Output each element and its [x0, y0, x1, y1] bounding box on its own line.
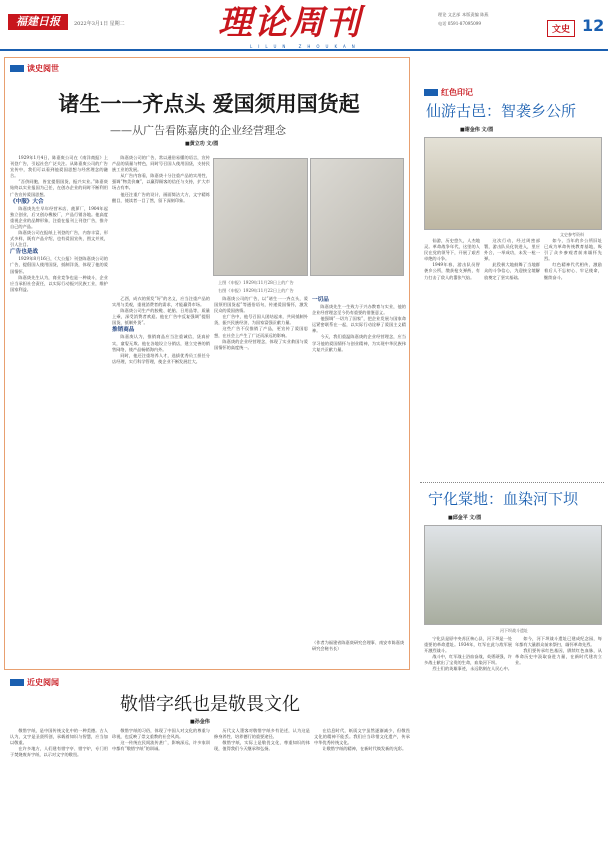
main-byline: ■黄立功 文/图	[185, 141, 219, 147]
right-top-photo	[424, 137, 602, 230]
bottom-body-1: 敬惜字纸，是中国传统文化中的一种美德。古人认为，文字是圣贤所创，承载着知识与智慧，应当加以敬重。 在许多地方，人们建有惜字亭、惜字炉，专门用于焚烧废弃字纸，以示对文字的敬畏。	[10, 728, 108, 758]
right-top-body-1: 仙游，历史悠久，人杰地灵。革命战争年代，这里的人民在党的领导下，开展了艰苦卓绝的斗争。 1949年春，游击队员智袭乡公所，缴获枪支弹药，有力打击了敌人的嚣张气焰。	[424, 238, 480, 280]
advertisement-image-1	[213, 158, 308, 276]
main-body-col-4: 陈嘉庚公司的广告，以“诸生一一齐点头，爱国须用国货起”等通俗语句，传递爱国情怀，激发民众的爱国热情。 在广告中，他号召国人团结起来，共同抵制外货，振兴民族经济，为国家富强贡献力量。 这些广告不仅推销了产品，更宣传了爱国思想，在社会上产生了广泛而深远的影响。 陈嘉庚的企业经营理念，体现了实业救国与爱国情怀的高度统一。	[214, 296, 308, 350]
right-top-photo-caption: 文史参考资料	[560, 232, 584, 237]
section-heading-2: 广告也是战	[10, 249, 38, 256]
masthead-rule	[0, 49, 608, 51]
bottom-column-tag: 近史阅闻	[10, 678, 59, 688]
section-heading-3: 推销商品	[112, 327, 135, 334]
masthead	[0, 0, 608, 50]
right-divider	[420, 482, 604, 483]
tagline-3: 电话 0591-87095099	[438, 21, 482, 26]
right-top-headline: 仙游古邑：智袭乡公所	[426, 102, 577, 120]
right-mid-body-2: 如今，河下坝战斗遗址已建成纪念园，每年都有大量群众前来祭扫，缅怀革命先烈。 我们要传承红色基因，赓续红色血脉，从革命历史中汲取奋进力量，在新时代建功立业。	[515, 636, 602, 666]
right-mid-byline: ■邱金平 文/图	[448, 515, 482, 521]
author-note: （作者为福建省陈嘉庚研究会理事、南安市陈嘉庚研究会秘书长）	[312, 640, 405, 651]
right-top-body-2: 这次行动，经过周密部署，游击队员化装进入，里应外合，一举成功，未发一枪一弹。 此役极大地鼓舞了当地群众的斗争信心，为迎接全境解放奠定了坚实基础。	[484, 238, 540, 280]
main-body-col-3: 乙酉，成衣的须发“好”的名义，应当注重产品的实用与美观，重视消费者的需求，才能赢得市场。 陈嘉庚公司生产的胶鞋、轮胎、日用品等，质量上乘，深受消费者欢迎。他在广告中反复强调“提倡国货，抵制外货”。 推销商品 陈嘉庚认为，推销商品应当注重诚信，货真价实，童叟无欺。他在各地设立分销店，建立完善的销售网络，使产品畅销海内外。 同时，他还注重培养人才，选拔优秀员工担任分店经理，实行科学管理，使企业不断发展壮大。	[112, 296, 210, 364]
advertisement-caption-1: 上图《申报》1929年11月28日上的广告	[218, 280, 294, 285]
right-mid-photo	[424, 525, 602, 625]
bottom-byline: ■孙金伟	[190, 719, 210, 725]
section-heading-4: 一切品	[312, 297, 329, 303]
main-body-col-2: 陈嘉庚公司的广告，常以通俗易懂的语言，宣传产品的质量与特色，同时号召国人使用国货，支持民族工业的发展。 从广告内容看，陈嘉庚十分注重产品的实用性，强调“物美价廉”，以赢得顾客的信任与支持，扩大市场占有率。 他还注重广告的设计，画面简洁大方，文字精炼醒目，使读者一目了然，留下深刻印象。	[112, 155, 210, 203]
bottom-headline: 敬惜字纸也是敬畏文化	[120, 694, 300, 715]
tagline-1: 理论 文艺部	[438, 12, 461, 17]
tagline-2: 本版责编 陈燕	[462, 12, 489, 17]
right-column-tag: 红色印记	[424, 88, 473, 98]
right-mid-body-1: 宁化县是原中央苏区核心县，河下坝是一处重要的革命遗址。1934年，红军在此与敌军展开激烈战斗。 战斗中，红军战士浴血奋战，英勇顽强，许多战士献出了宝贵的生命，血染河下坝。 烈士们的英雄事迹，永远铭刻在人民心中。	[424, 636, 512, 672]
main-column-tag: 读史阅世	[10, 64, 59, 74]
advertisement-caption-2: 右图《申报》1929年11月22日上的广告	[218, 288, 294, 293]
main-headline: 诸生一一齐点头 爱国须用国货起	[58, 92, 360, 116]
main-body-col-5: 一切品 陈嘉庚先生一生致力于兴办教育与实业，他的企业经营理念至今仍有重要的借鉴意义。 他强调“一切为了国家”，把企业发展与国家命运紧密联系在一起，以实际行动诠释了爱国主义精神。 今天，我们重温陈嘉庚的企业经营理念，应当学习他的爱国情怀与创业精神，为实现中华民族伟大复兴贡献力量。	[312, 297, 406, 352]
bottom-body-3: 历代文人墨客对敬惜字纸多有论述，认为这是修身养性、培养德行的重要途径。 敬惜字纸，实际上是敬畏文化、尊重知识的体现，值得我们今天继承和弘扬。	[214, 728, 310, 752]
advertisement-image-2	[310, 158, 404, 276]
newspaper-logo: 福建日报	[8, 14, 68, 30]
section-label: 文史	[547, 20, 575, 37]
issue-date: 2022年3月1日 星期二	[74, 21, 125, 27]
title-pinyin: LILUN ZHOUKAN	[250, 44, 361, 49]
right-top-body-3: 如今，当年的乡公所旧址已成为革命传统教育基地，吸引了众多参观者前来缅怀先烈。 红色精神代代相传，激励着后人不忘初心、牢记使命，继续奋斗。	[544, 238, 602, 280]
page-title: 理论周刊	[218, 3, 362, 43]
section-heading-1: 《中服》大合	[10, 198, 44, 205]
right-mid-headline: 宁化棠地：血染河下坝	[428, 490, 579, 508]
right-top-byline: ■谢金伟 文/图	[460, 127, 494, 133]
bottom-body-2: 敬惜字纸的习俗，体现了中国人对文化的尊重与珍视，也反映了崇文重教的社会风尚。 这一传统在民间流传甚广，影响深远，许多家训中都有“敬惜字纸”的训诫。	[112, 728, 210, 752]
main-body-col-1: 1929年1月4日，陈嘉庚公司在《南洋商报》上刊登广告，引起社会广泛关注。从陈嘉庚公司的广告宣传中，我们可以看到他爱国思想与经营理念的融合。 “吾侪同胞，皆宜提倡国货，振兴实业。”陈嘉庚始终以实业报国为己任，在创办企业的同时不断利用广告宣传爱国思想。 《中服》大合 陈嘉庚先生早年经营米店、菠萝厂，1904年起独立创业，后又创办橡胶厂，产品行销各地。他高度重视企业的品牌形象，注重在报刊上刊登广告，推介自己的产品。 陈嘉庚公司在报纸上刊登的广告，内容丰富，形式多样，既有产品介绍，也有爱国宣传，图文并茂，引人注目。 广告也是战 1929年8月16日，《大公报》刊登陈嘉庚公司的广告，提倡国人使用国货，抵制洋货，体现了他的爱国情怀。 陈嘉庚先生认为，商业竞争也是一种战斗，企业应当承担社会责任，以实际行动振兴民族工业，维护国家利益。	[10, 155, 108, 292]
page-number: 12	[582, 16, 605, 35]
main-subhead: ——从广告看陈嘉庚的企业经营理念	[110, 124, 286, 137]
right-mid-photo-caption: 河下坝战斗遗址	[500, 628, 528, 633]
bottom-body-4: 在信息时代，纸质文字虽然逐渐减少，但敬畏文化的精神不能丢。我们应当珍惜文化遗产，传承中华优秀传统文化。 让敬惜字纸的精神，在新时代焕发新的光彩。	[314, 728, 410, 752]
